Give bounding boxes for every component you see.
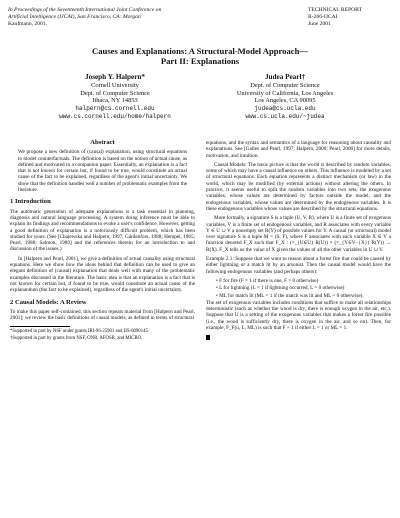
paragraph: To make this paper self-contained, this section repeats material from [Halpern and Pearl, 2001]; we review the basic definitions of causal models, as defined in terms of structural: [10, 308, 195, 322]
header-line: Artificial Intelligence (IJCAI), San Francisco, CA: Morgan: [8, 13, 141, 20]
author-url: www.cs.cornell.edu/home/halpern: [59, 112, 171, 120]
paragraph: equations, and the syntax and semantics of a language for reasoning about causality and explanations. See [Galles and Pearl, 1997; Halpern, 2000; Pearl, 2000] for more details, motivation, and intuition.: [206, 140, 391, 159]
footnote: †Supported in part by grants from NSF, ONR, AFOSR, and MICRO.: [10, 336, 143, 342]
author-affiliation: Cornell University: [91, 81, 139, 89]
paragraph: Causal Models: The basic picture is that the world is described by random variables, some of which may have a causal influence on others. This influence is modeled by a set of structural equations. Each equation represents a distinct mechanism (or law) in the world, which may be modified (by external actions) without altering the others. In practice, it seems useful to split the random variables into two sets, the exogenous variables, whose values are determined by factors outside the model, and the endogenous variables, whose values are determined by the endogenous variables. It is these endogenous variables whose values are described by the structural equations.: [206, 161, 391, 212]
author-affiliation: Dept. of Computer Science: [250, 81, 320, 89]
title-line: Causes and Explanations: A Structural-Model Approach—: [92, 46, 308, 56]
author-email: judea@cs.ucla.edu: [254, 105, 316, 113]
author-email: halpern@cs.cornell.edu: [75, 105, 155, 113]
abstract-heading: Abstract: [90, 139, 115, 146]
abstract-text: We propose a new definition of (causal) explanation, using structural equations to model counterfactuals. The definition is based on the notion of actual cause, as defined and motivated in a companion paper. Essentially, an explanation is a fact that is not known for certain but, if found to be true, would constitute an actual cause of the fact to be explained, regardless of the agent's initial uncertainty. We show that the definition handles well a number of problematic examples from the literature.: [18, 149, 187, 194]
conference-header: [8, 7, 208, 27]
title-line: Part II: Explanations: [160, 56, 240, 67]
paragraph: The automatic generation of adequate explanations is a task essential in planning, diagnosis and natural language processing. A system doing inference must be able to explain its findings and recommendations to evoke a user's confidence. However, getting a good definition of explanation is a notoriously difficult problem, which has been studied for years. (See [Chajewska and Halpern, 1997; Gärdenfors, 1988; Hempel, 1965; Pearl, 1988; Salmon, 1989] and the references therein for an introduction to and discussion of the issues.): [10, 208, 195, 253]
left-column: [10, 140, 195, 343]
paper-title: [0, 46, 400, 66]
right-column: [206, 140, 391, 341]
section-heading-causal-models: 2 Causal Models: A Review: [10, 298, 87, 306]
paragraph: The set of exogenous variables includes conditions that suffice to make all relationships deterministic (such as whether the wood is dry, there is enough oxygen in the air, etc.). Suppose that U is a setting of the exogenous variables that makes a forest fire possible (i.e., the wood is sufficiently dry, there is oxygen in the air, and so on). Then, for example, F_F(u, L, ML) is such that F = 1 if either L = 1 or ML = 1.: [206, 299, 391, 332]
author-url: www.cs.ucla.edu/~judea: [245, 112, 325, 120]
report-line: TECHNICAL REPORT: [308, 7, 362, 13]
paragraph: More formally, a signature S is a tuple (U, V, R), where U is a finite set of exogenous variables, V is a finite set of endogenous variables, and R associates with every variable Y ∈ U ∪ V a nonempty set R(Y) of possible values for Y. A causal (or structural) model over signature S is a tuple M = (S, F), where F associates with each variable X ∈ V a function denoted F_X such that F_X : (×_{U∈U} R(U)) × (×_{Y∈V−{X}} R(Y)) → R(X). F_X tells us the value of X given the values of all the other variables in U ∪ V.: [206, 215, 391, 253]
author-affiliation: Dept. of Computer Science: [80, 89, 150, 97]
list-item: • F for fire (F = 1 if there is one, F = 0 otherwise): [216, 277, 319, 284]
section-heading-introduction: 1 Introduction: [10, 198, 51, 206]
author-halpern: [40, 74, 190, 121]
author-name: Judea Pearl†: [264, 73, 306, 81]
author-affiliation: University of California, Los Angeles: [236, 89, 334, 97]
paragraph: In [Halpern and Pearl, 2001], we give a definition of actual causality using structural equations. Here we show how the ideas behind that definition can be used to give an elegant definition of (causal) explanation that deals well with many of the problematic examples discussed in the literature. The basic idea is that an explanation is a fact that is not known for certain but, if found to be true, would constitute an actual cause of the explanandum (the fact to be explained), regardless of the agent's initial uncertainty.: [10, 255, 195, 294]
footnote-divider: [10, 326, 70, 327]
report-line: R-266-IJCAI: [308, 13, 338, 20]
list-item: • ML for match lit (ML = 1 if the match was lit and ML = 0 otherwise).: [216, 292, 364, 299]
paragraph: Example 2.1: Suppose that we want to reason about a forest fire that could be caused by either lightning or a match lit by an arsonist. Then the causal model would have the following endogenous variables (and perhaps others):: [206, 256, 391, 275]
header-line: Kaufmann, 2001.: [8, 20, 47, 27]
header-line: In Proceedings of the Seventeenth International Joint Conference on: [8, 7, 162, 13]
footnote: *Supported in part by NSF under grants IRI-96-25901 and IIS-0090145.: [10, 329, 150, 335]
report-line: June 2001: [308, 20, 331, 27]
report-header: [308, 7, 388, 27]
author-pearl: [210, 74, 360, 121]
author-affiliation: Los Angeles, CA 90095: [254, 97, 316, 105]
list-item: • L for lightning (L = 1 if lightning occurred, L = 0 otherwise): [216, 285, 345, 292]
author-name: Joseph Y. Halpern*: [85, 73, 145, 81]
end-of-proof-marker: [206, 335, 210, 340]
author-affiliation: Ithaca, NY 14853: [92, 97, 138, 105]
